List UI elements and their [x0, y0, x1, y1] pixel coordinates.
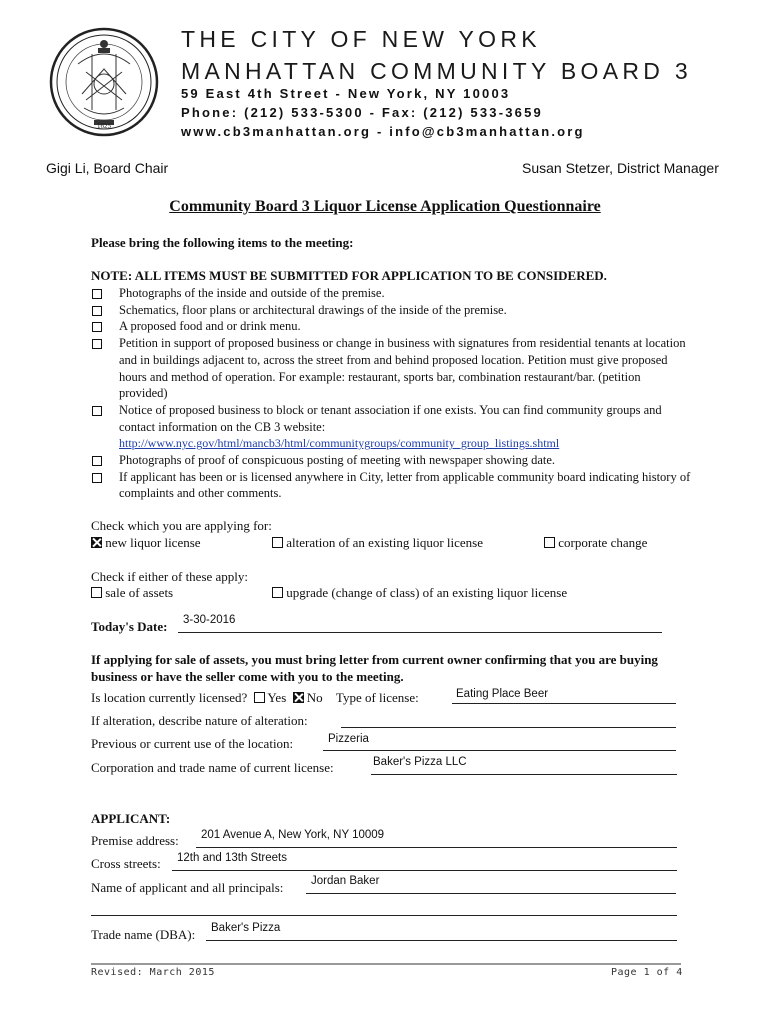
corp-name-field[interactable]	[371, 774, 677, 775]
dba-field[interactable]	[206, 940, 677, 941]
option-new-license[interactable]: new liquor license	[91, 535, 201, 551]
header-city-title: THE CITY OF NEW YORK	[181, 26, 541, 52]
svg-text:1625: 1625	[97, 122, 111, 130]
checkbox-icon[interactable]	[254, 692, 265, 703]
list-item: If applicant has been or is licensed anywhere in City, letter from applicable community board indicating history of complaints and other comments.	[91, 469, 691, 502]
previous-use-value: Pizzeria	[328, 733, 369, 745]
checkbox-icon[interactable]	[92, 289, 102, 299]
list-item: Petition in support of proposed business or change in business with signatures from residential tenants at location and in buildings adjacent to, across the street from and behind proposed location. Petition must give proposed hours and method of operation. For example: restaurant, sports bar, combination restaurant/bar. (petition provided)	[91, 335, 691, 402]
footer-divider	[91, 963, 681, 965]
premise-label: Premise address:	[91, 833, 179, 848]
header-address: 59 East 4th Street - New York, NY 10003	[181, 86, 511, 101]
sale-of-assets-note: If applying for sale of assets, you must bring letter from current owner confirming that you are buying business or have the seller come with you to the meeting.	[91, 652, 658, 684]
principals-field-line-2[interactable]	[91, 915, 677, 916]
date-label: Today's Date:	[91, 619, 168, 634]
corp-name-label: Corporation and trade name of current license:	[91, 760, 334, 775]
principals-value: Jordan Baker	[311, 875, 380, 887]
list-item: Schematics, floor plans or architectural drawings of the inside of the premise.	[91, 302, 691, 319]
community-groups-link[interactable]: http://www.nyc.gov/html/mancb3/html/communitygroups/community_group_listings.shtml	[119, 436, 560, 451]
principals-field[interactable]	[306, 893, 676, 894]
alteration-label: If alteration, describe nature of alteration:	[91, 713, 308, 728]
date-field[interactable]	[178, 632, 662, 633]
cross-streets-field[interactable]	[172, 870, 677, 871]
header-phone: Phone: (212) 533-5300 - Fax: (212) 533-3659	[181, 105, 543, 120]
premise-value: 201 Avenue A, New York, NY 10009	[201, 829, 385, 841]
dba-value: Baker's Pizza	[211, 922, 281, 934]
cross-streets-value: 12th and 13th Streets	[177, 852, 287, 864]
option-upgrade[interactable]: upgrade (change of class) of an existing liquor license	[272, 585, 567, 601]
header-board-title: MANHATTAN COMMUNITY BOARD 3	[181, 58, 692, 84]
applying-label: Check which you are applying for:	[91, 518, 272, 533]
list-item: A proposed food and or drink menu.	[91, 318, 691, 335]
previous-use-field[interactable]	[323, 750, 676, 751]
checkbox-icon[interactable]	[92, 306, 102, 316]
checkbox-icon[interactable]	[544, 537, 555, 548]
license-type-field[interactable]	[452, 703, 676, 704]
required-items-list	[91, 285, 691, 502]
board-chair: Gigi Li, Board Chair	[46, 160, 169, 176]
checkbox-checked-icon[interactable]	[91, 537, 102, 548]
list-item: Notice of proposed business to block or tenant association if one exists. You can find community groups and contact information on the CB 3 website: http://www.nyc.gov/html/mancb3/html/communitygroups/community_group_listings.shtml	[91, 402, 691, 452]
option-corporate-change[interactable]: corporate change	[544, 535, 647, 551]
header-web: www.cb3manhattan.org - info@cb3manhattan.org	[181, 124, 585, 139]
checkbox-icon[interactable]	[92, 473, 102, 483]
cross-streets-label: Cross streets:	[91, 856, 161, 871]
checkbox-icon[interactable]	[272, 537, 283, 548]
applicant-heading: APPLICANT:	[91, 811, 171, 826]
dba-label: Trade name (DBA):	[91, 927, 196, 942]
premise-field[interactable]	[196, 847, 677, 848]
alteration-field[interactable]	[341, 727, 676, 728]
page-number: Page 1 of 4	[611, 967, 683, 978]
either-label: Check if either of these apply:	[91, 569, 249, 584]
checkbox-icon[interactable]	[272, 587, 283, 598]
licensed-row: Is location currently licensed? Yes No Type of license:	[91, 690, 419, 705]
nyc-seal-icon	[48, 24, 160, 140]
option-alteration[interactable]: alteration of an existing liquor license	[272, 535, 483, 551]
revised-date: Revised: March 2015	[91, 967, 215, 978]
option-sale-of-assets[interactable]: sale of assets	[91, 585, 173, 601]
list-item: Photographs of the inside and outside of the premise.	[91, 285, 691, 302]
page-title: Community Board 3 Liquor License Application Questionnaire	[169, 198, 601, 215]
principals-label: Name of applicant and all principals:	[91, 880, 284, 895]
date-value: 3-30-2016	[183, 614, 236, 626]
submission-note: NOTE: ALL ITEMS MUST BE SUBMITTED FOR APPLICATION TO BE CONSIDERED.	[91, 268, 607, 283]
checkbox-icon[interactable]	[92, 322, 102, 332]
checkbox-icon[interactable]	[92, 406, 102, 416]
list-item: Photographs of proof of conspicuous posting of meeting with newspaper showing date.	[91, 452, 691, 469]
checkbox-checked-icon[interactable]	[293, 692, 304, 703]
district-manager: Susan Stetzer, District Manager	[522, 160, 719, 176]
checkbox-icon[interactable]	[91, 587, 102, 598]
license-type-value: Eating Place Beer	[456, 688, 549, 700]
previous-use-label: Previous or current use of the location:	[91, 736, 294, 751]
checkbox-icon[interactable]	[92, 339, 102, 349]
bring-intro: Please bring the following items to the meeting:	[91, 235, 354, 250]
corp-name-value: Baker's Pizza LLC	[373, 756, 467, 768]
checkbox-icon[interactable]	[92, 456, 102, 466]
